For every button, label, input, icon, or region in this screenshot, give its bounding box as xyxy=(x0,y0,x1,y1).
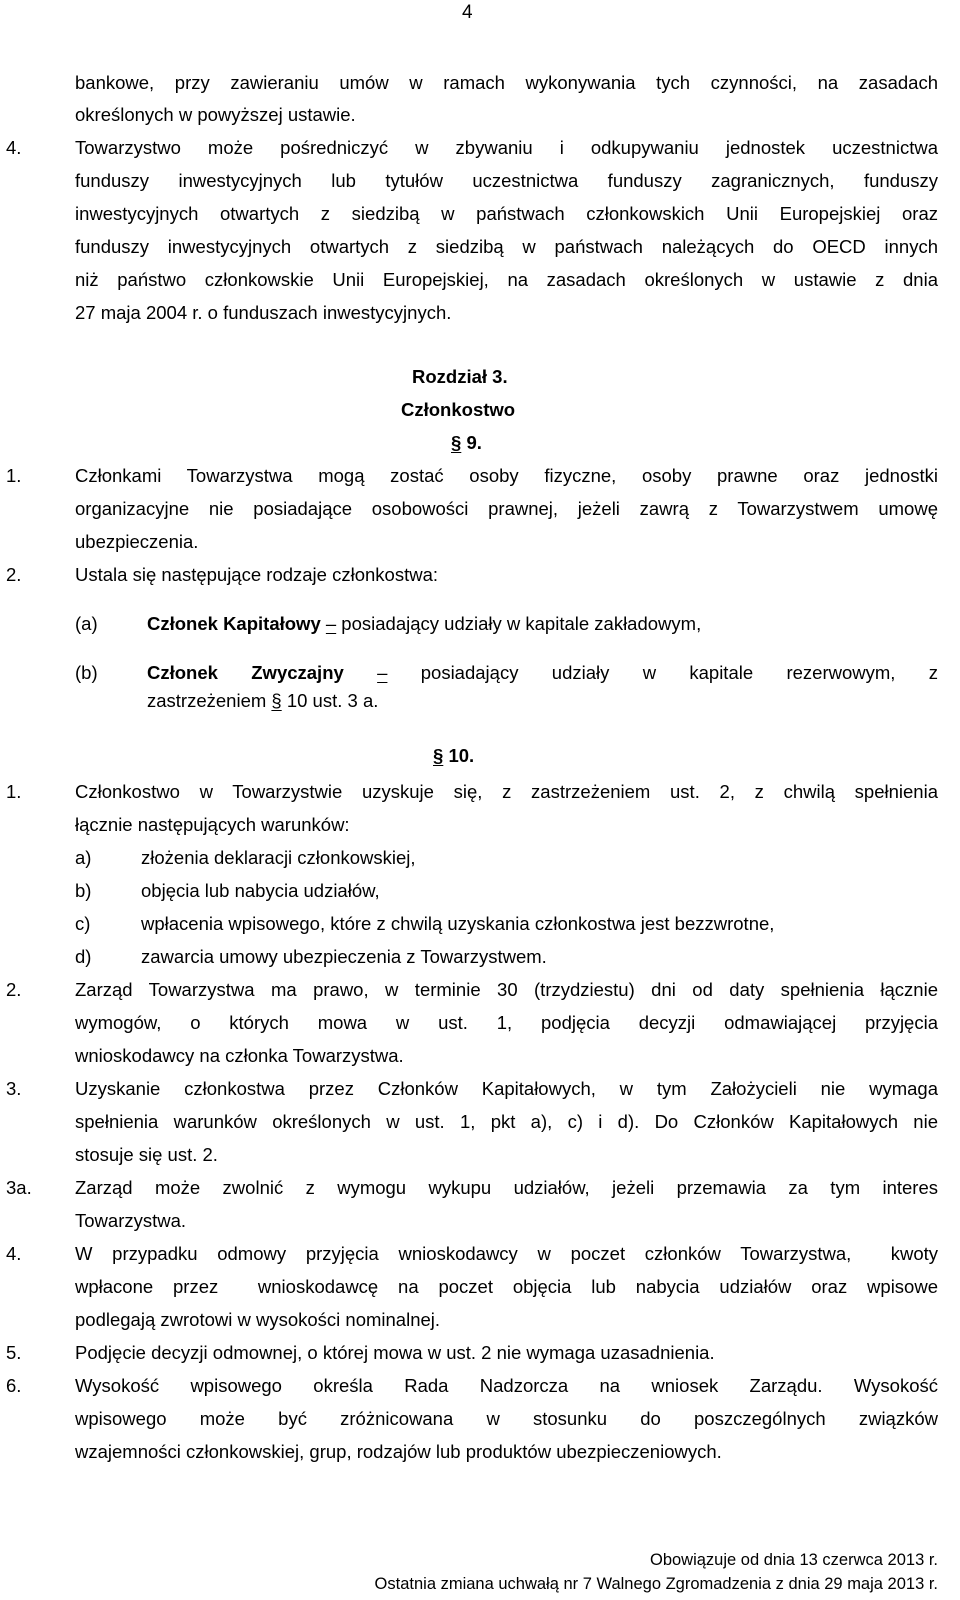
sub-item-label: c) xyxy=(75,913,91,934)
paragraph-number: 4. xyxy=(6,137,22,158)
section-heading-10 xyxy=(433,745,474,767)
section-number: 9. xyxy=(466,432,482,453)
membership-type-a xyxy=(147,613,701,635)
item-number: 1. xyxy=(6,465,22,486)
footer-last-amendment: Ostatnia zmiana uchwałą nr 7 Walnego Zgromadzenia z dnia 29 maja 2013 r. xyxy=(374,1575,938,1593)
intro-line-2: określonych w powyższej ustawie. xyxy=(75,104,356,125)
item-line: wzajemności członkowskiej, grup, rodzajów lub produktów ubezpieczeniowych. xyxy=(75,1441,722,1462)
item-number: 1. xyxy=(6,781,22,802)
sub-item-label: b) xyxy=(75,880,92,901)
item-line: Wysokość wpisowego określa Rada Nadzorcza na wniosek Zarządu. Wysokość xyxy=(75,1375,938,1396)
item-line: wpisowego może być zróżnicowana w stosunku do poszczególnych związków xyxy=(75,1408,938,1429)
item-number: 4. xyxy=(6,1243,22,1264)
item-line: Uzyskanie członkostwa przez Członków Kapitałowych, w tym Założycieli nie wymaga xyxy=(75,1078,938,1099)
item-number: 6. xyxy=(6,1375,22,1396)
section-heading-9 xyxy=(451,432,482,454)
section-number: 10. xyxy=(448,745,475,766)
item-line: wpłacone przez wnioskodawcę na poczet objęcia lub nabycia udziałów oraz wpisowe xyxy=(75,1276,938,1297)
reference-text: 10 ust. 3 a. xyxy=(281,690,379,711)
membership-type-description: posiadający udziały w kapitale rezerwowym, z xyxy=(387,662,938,683)
item-line: organizacyjne nie posiadające osobowości prawnej, jeżeli zawrą z Towarzystwem umowę xyxy=(75,498,938,519)
section-sign: § xyxy=(433,745,444,766)
footer-effective-date: Obowiązuje od dnia 13 czerwca 2013 r. xyxy=(649,1551,938,1569)
chapter-subtitle: Członkostwo xyxy=(401,399,516,420)
chapter-title: Rozdział 3. xyxy=(412,366,508,387)
item-line: W przypadku odmowy przyjęcia wnioskodawcy w poczet członków Towarzystwa, kwoty xyxy=(75,1243,938,1264)
membership-type-b-line2 xyxy=(147,690,378,712)
sub-item-label: d) xyxy=(75,946,92,967)
item-number: 3a. xyxy=(6,1177,32,1198)
item-line: Ustala się następujące rodzaje członkostwa: xyxy=(75,564,438,585)
membership-type-name: Członek Kapitałowy xyxy=(147,613,321,634)
item-line: Członkostwo w Towarzystwie uzyskuje się, z zastrzeżeniem ust. 2, z chwilą spełnienia xyxy=(75,781,938,802)
item-number: 3. xyxy=(6,1078,22,1099)
item-number: 2. xyxy=(6,979,22,1000)
intro-line-1: bankowe, przy zawieraniu umów w ramach wykonywania tych czynności, na zasadach xyxy=(75,72,938,93)
membership-type-b xyxy=(147,662,938,684)
sub-item-label: (b) xyxy=(75,662,98,683)
item-line: Podjęcie decyzji odmownej, o której mowa w ust. 2 nie wymaga uzasadnienia. xyxy=(75,1342,715,1363)
reservation-text: zastrzeżeniem xyxy=(147,690,267,711)
paragraph-line: Towarzystwo może pośredniczyć w zbywaniu i odkupywaniu jednostek uczestnictwa xyxy=(75,137,938,158)
paragraph-line: 27 maja 2004 r. o funduszach inwestycyjnych. xyxy=(75,302,452,323)
item-line: wymogów, o których mowa w ust. 1, podjęcia decyzji odmawiającej przyjęcia xyxy=(75,1012,938,1033)
page-number: 4 xyxy=(462,2,473,23)
item-line: Zarząd może zwolnić z wymogu wykupu udziałów, jeżeli przemawia za tym interes xyxy=(75,1177,938,1198)
sub-item-text: objęcia lub nabycia udziałów, xyxy=(141,880,380,901)
paragraph-line: funduszy inwestycyjnych lub tytułów uczestnictwa funduszy zagranicznych, funduszy xyxy=(75,170,938,191)
paragraph-line: inwestycyjnych otwartych z siedzibą w państwach członkowskich Unii Europejskiej oraz xyxy=(75,203,938,224)
dash: – xyxy=(325,613,337,634)
sub-item-label: a) xyxy=(75,847,92,868)
item-line: ubezpieczenia. xyxy=(75,531,199,552)
sub-item-label: (a) xyxy=(75,613,98,634)
item-line: spełnienia warunków określonych w ust. 1, pkt a), c) i d). Do Członków Kapitałowych nie xyxy=(75,1111,938,1132)
item-number: 5. xyxy=(6,1342,22,1363)
membership-type-name: Członek Zwyczajny xyxy=(147,662,344,683)
sub-item-text: złożenia deklaracji członkowskiej, xyxy=(141,847,416,868)
item-line: Zarząd Towarzystwa ma prawo, w terminie 30 (trzydziestu) dni od daty spełnienia łącznie xyxy=(75,979,938,1000)
item-line: podlegają zwrotowi w wysokości nominalnej. xyxy=(75,1309,441,1330)
paragraph-line: funduszy inwestycyjnych otwartych z siedzibą w państwach należących do OECD innych xyxy=(75,236,938,257)
dash: – xyxy=(377,662,388,683)
section-sign: § xyxy=(271,690,282,711)
item-line: wnioskodawcy na członka Towarzystwa. xyxy=(75,1045,404,1066)
section-sign: § xyxy=(451,432,462,453)
membership-type-description: posiadający udziały w kapitale zakładowym, xyxy=(336,613,702,634)
item-line: łącznie następujących warunków: xyxy=(75,814,350,835)
item-line: Członkami Towarzystwa mogą zostać osoby fizyczne, osoby prawne oraz jednostki xyxy=(75,465,938,486)
item-line: Towarzystwa. xyxy=(75,1210,187,1231)
item-number: 2. xyxy=(6,564,22,585)
sub-item-text: wpłacenia wpisowego, które z chwilą uzyskania członkostwa jest bezzwrotne, xyxy=(141,913,775,934)
item-line: stosuje się ust. 2. xyxy=(75,1144,218,1165)
paragraph-line: niż państwo członkowskie Unii Europejskiej, na zasadach określonych w ustawie z dnia xyxy=(75,269,938,290)
sub-item-text: zawarcia umowy ubezpieczenia z Towarzystwem. xyxy=(141,946,547,967)
